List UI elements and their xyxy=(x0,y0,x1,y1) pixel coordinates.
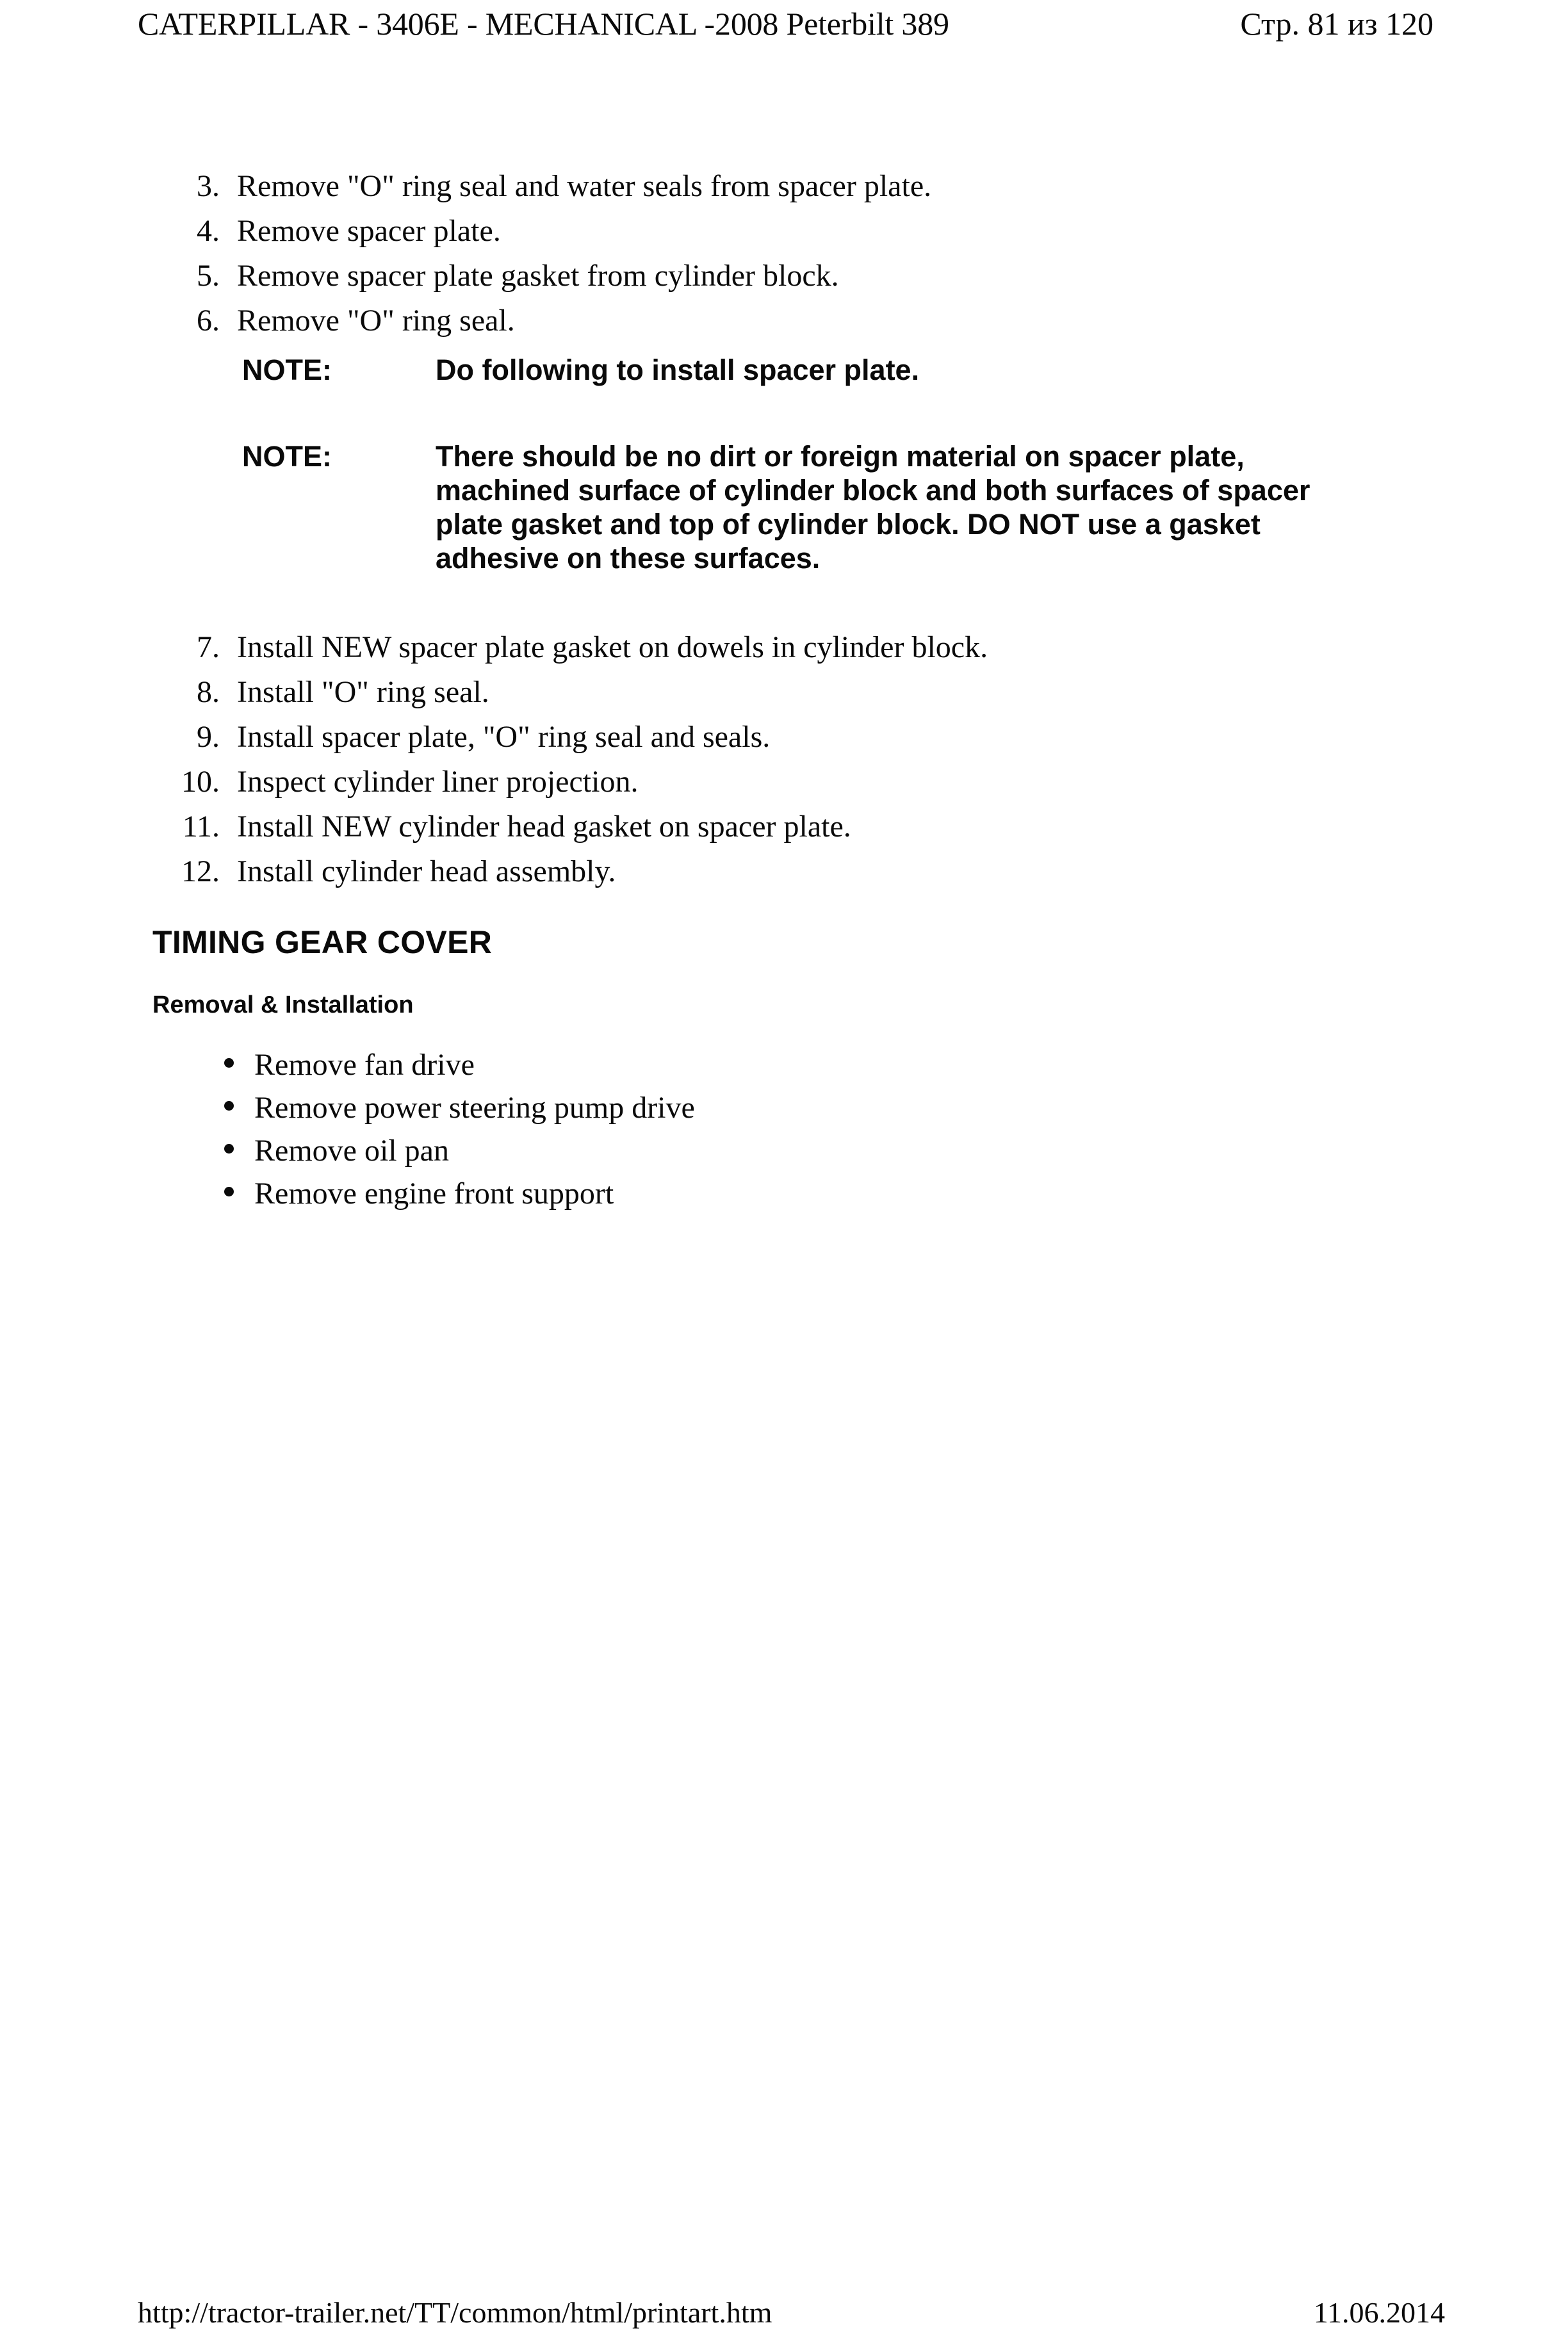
footer-source-url[interactable]: http://tractor-trailer.net/TT/common/html/printart.htm xyxy=(138,2296,772,2329)
page-footer xyxy=(138,2295,1472,2340)
list-item-number: 11. xyxy=(182,810,220,844)
list-item-number: 10. xyxy=(181,765,220,799)
list-item xyxy=(135,298,1480,343)
list-item-label: Remove fan drive xyxy=(254,1048,475,1082)
page-header xyxy=(138,5,1472,50)
sub-heading-removal-installation: Removal & Installation xyxy=(152,991,414,1018)
bullet-icon xyxy=(224,1058,254,1068)
header-page-indicator: Стр. 81 из 120 xyxy=(1240,6,1433,42)
list-item-number: 4. xyxy=(197,214,220,248)
list-item-number: 3. xyxy=(197,169,220,203)
footer-print-date: 11.06.2014 xyxy=(1313,2296,1445,2329)
list-item-label: Remove spacer plate. xyxy=(237,214,501,248)
list-item xyxy=(224,1129,695,1172)
list-item xyxy=(135,715,1480,760)
list-item xyxy=(135,625,1480,670)
list-item xyxy=(135,164,1480,209)
list-item-number: 8. xyxy=(197,675,220,709)
list-item-label: Remove "O" ring seal. xyxy=(237,304,515,338)
list-item xyxy=(135,254,1480,298)
list-item-number: 12. xyxy=(181,854,220,888)
note-line: Do following to install spacer plate. xyxy=(436,354,920,386)
list-item-label: Remove oil pan xyxy=(254,1134,449,1168)
bullet-list-timing-gear-cover-steps xyxy=(199,1043,695,1215)
list-item xyxy=(224,1086,695,1129)
list-item-label: Remove power steering pump drive xyxy=(254,1091,695,1125)
list-item-label: Remove "O" ring seal and water seals from spacer plate. xyxy=(237,169,932,203)
bullet-icon xyxy=(224,1144,254,1154)
note-block-cleanliness-warning xyxy=(242,439,1364,575)
list-item-number: 5. xyxy=(197,259,220,293)
list-item-number: 6. xyxy=(197,304,220,338)
note-label: NOTE: xyxy=(242,440,332,473)
list-item-label: Remove engine front support xyxy=(254,1177,614,1211)
note-body xyxy=(436,439,1364,575)
list-item-label: Remove spacer plate gasket from cylinder block. xyxy=(237,259,839,293)
list-item-number: 9. xyxy=(197,720,220,754)
list-item xyxy=(135,209,1480,254)
list-item xyxy=(135,804,1480,849)
procedure-list-installation xyxy=(109,625,1480,894)
note-line: There should be no dirt or foreign material on spacer plate, xyxy=(436,440,1245,473)
bullet-icon xyxy=(224,1101,254,1111)
note-line: plate gasket and top of cylinder block. DO NOT use a gasket xyxy=(436,508,1261,541)
list-item-label: Inspect cylinder liner projection. xyxy=(237,765,639,799)
list-item-label: Install NEW cylinder head gasket on spacer plate. xyxy=(237,810,851,844)
list-item xyxy=(224,1043,695,1086)
list-item-label: Install "O" ring seal. xyxy=(237,675,489,709)
header-document-title: CATERPILLAR - 3406E - MECHANICAL -2008 Peterbilt 389 xyxy=(138,6,949,42)
note-line: adhesive on these surfaces. xyxy=(436,542,821,575)
list-item xyxy=(135,760,1480,804)
section-heading-timing-gear-cover: TIMING GEAR COVER xyxy=(152,924,493,960)
note-line: machined surface of cylinder block and both surfaces of spacer xyxy=(436,474,1311,507)
list-item-label: Install spacer plate, "O" ring seal and seals. xyxy=(237,720,771,754)
list-item xyxy=(135,670,1480,715)
note-body xyxy=(436,353,1364,387)
list-item-label: Install NEW spacer plate gasket on dowels in cylinder block. xyxy=(237,630,988,664)
note-block-install-spacer-plate xyxy=(242,353,1364,387)
note-label: NOTE: xyxy=(242,354,332,386)
list-item-label: Install cylinder head assembly. xyxy=(237,854,616,888)
list-item-number: 7. xyxy=(197,630,220,664)
list-item xyxy=(224,1172,695,1215)
procedure-list-removal xyxy=(109,164,1480,343)
bullet-icon xyxy=(224,1187,254,1196)
list-item xyxy=(135,849,1480,894)
